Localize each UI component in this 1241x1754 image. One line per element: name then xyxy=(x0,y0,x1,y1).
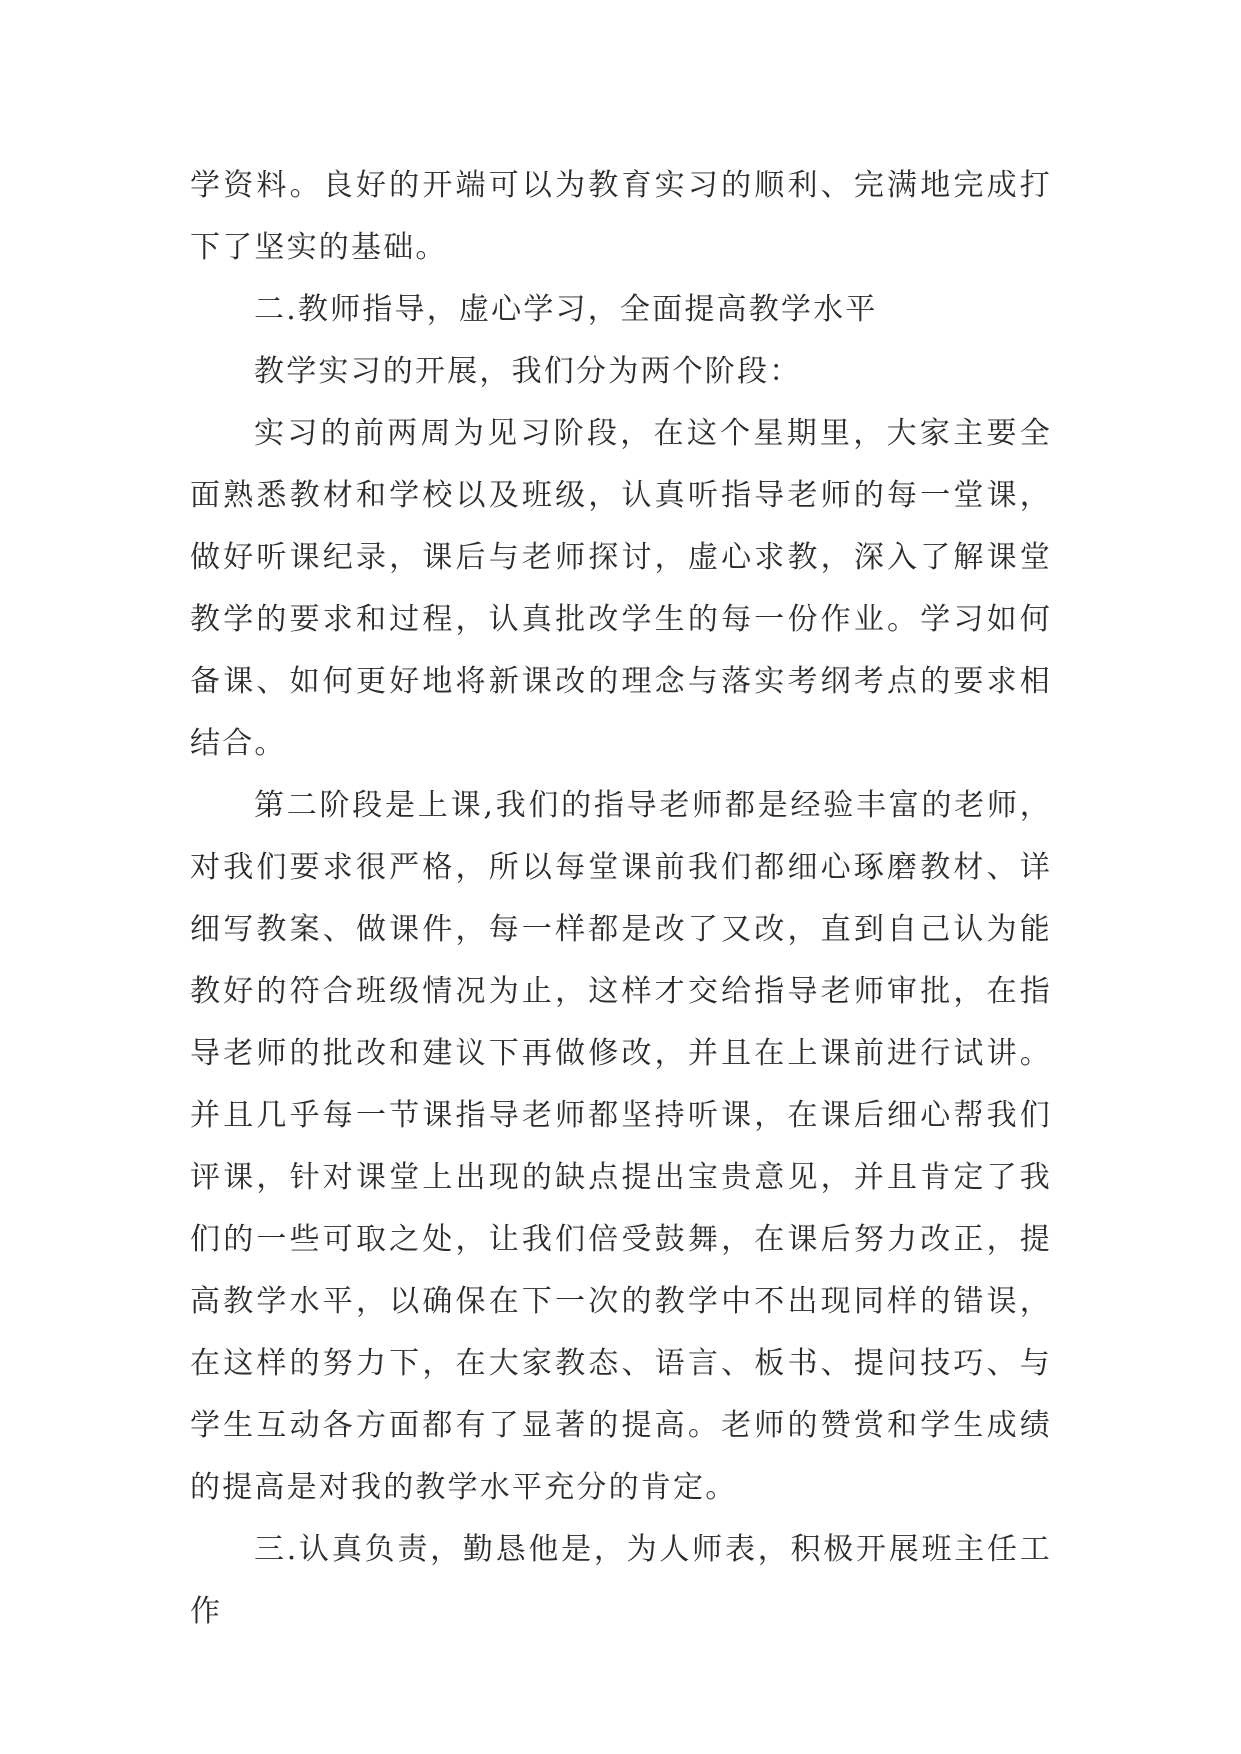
paragraph-stage-one: 实习的前两周为见习阶段，在这个星期里，大家主要全面熟悉教材和学校以及班级，认真听指导老师的每一堂课，做好听课纪录，课后与老师探讨，虚心求教，深入了解课堂教学的要求和过程，认真批改学生的每一份作业。学习如何备课、如何更好地将新课改的理念与落实考纲考点的要求相结合。 xyxy=(190,416,1052,761)
paragraph-continuation: 学资料。良好的开端可以为教育实习的顺利、完满地完成打下了坚实的基础。 xyxy=(190,168,1052,265)
section-heading-three: 三.认真负责，勤恳他是，为人师表，积极开展班主任工作 xyxy=(190,1532,1052,1629)
paragraph-stage-two: 第二阶段是上课,我们的指导老师都是经验丰富的老师，对我们要求很严格，所以每堂课前我们都细心琢磨教材、详细写教案、做课件，每一样都是改了又改，直到自己认为能教好的符合班级情况为止，这样才交给指导老师审批，在指导老师的批改和建议下再做修改，并且在上课前进行试讲。并且几乎每一节课指导老师都坚持听课，在课后细心帮我们评课，针对课堂上出现的缺点提出宝贵意见，并且肯定了我们的一些可取之处，让我们倍受鼓舞，在课后努力改正，提高教学水平，以确保在下一次的教学中不出现同样的错误，在这样的努力下，在大家教态、语言、板书、提问技巧、与学生互动各方面都有了显著的提高。老师的赞赏和学生成绩的提高是对我的教学水平充分的肯定。 xyxy=(190,788,1052,1505)
paragraph-intro: 教学实习的开展，我们分为两个阶段： xyxy=(254,354,802,389)
document-body xyxy=(190,155,1052,1643)
section-heading-two: 二.教师指导，虚心学习，全面提高教学水平 xyxy=(254,292,878,327)
